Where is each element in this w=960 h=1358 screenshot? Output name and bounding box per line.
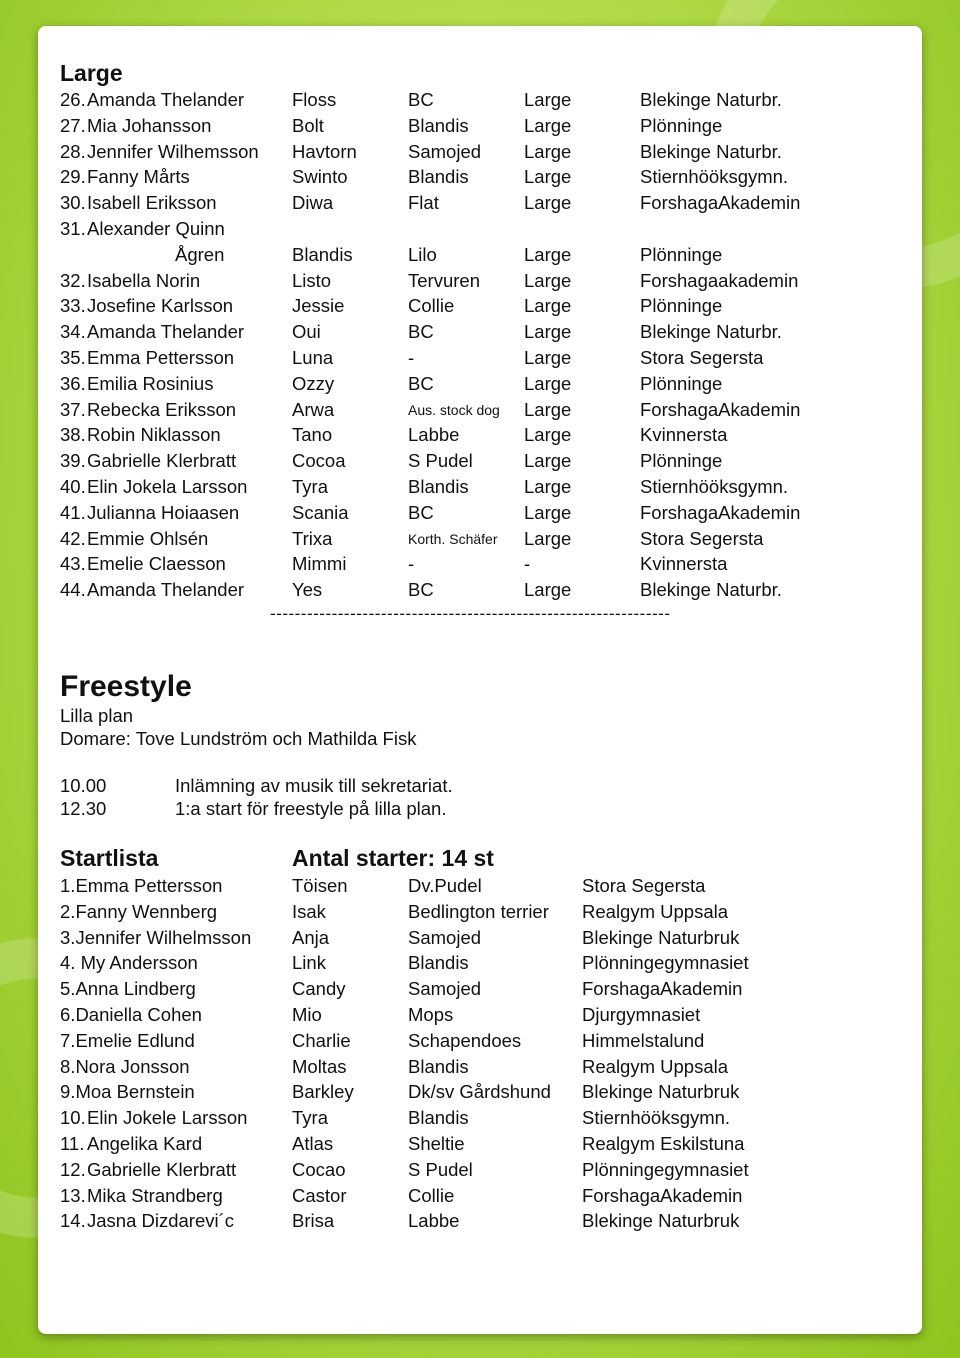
table-row: [60, 115, 900, 137]
school-name: Blekinge Naturbr.: [640, 321, 782, 343]
entry-number: 4.: [60, 952, 81, 974]
school-name: Himmelstalund: [582, 1029, 705, 1051]
dog-breed: Collie: [408, 295, 455, 317]
class-size: Large: [524, 398, 572, 420]
dog-name: Castor: [292, 1184, 347, 1206]
dog-name: Floss: [292, 89, 337, 110]
freestyle-plan: Lilla plan: [60, 705, 134, 726]
table-row: [60, 295, 900, 317]
dog-breed: Mops: [408, 1004, 454, 1025]
entrant-cell: [60, 1159, 236, 1181]
school-name: Blekinge Naturbruk: [582, 1210, 740, 1232]
table-row: [60, 901, 900, 923]
dog-name: Diwa: [292, 192, 334, 214]
dog-breed: Samojed: [408, 926, 482, 948]
entrant-name: Emmie Ohlsén: [87, 527, 209, 549]
schedule-time: 10.00: [60, 775, 107, 796]
school-name: Plönningegymnasiet: [582, 952, 749, 974]
table-row: [60, 141, 900, 163]
entrant-cell: [60, 875, 222, 897]
dog-breed: Blandis: [408, 476, 469, 497]
entry-number: 13.: [60, 1184, 86, 1206]
schedule-time: 12.30: [60, 798, 107, 819]
table-row: [60, 1159, 900, 1181]
entrant-cell: [60, 502, 239, 524]
schedule-text: 1:a start för freestyle på lilla plan.: [175, 798, 447, 819]
class-size: Large: [524, 140, 572, 162]
entrant-cell: [60, 1210, 234, 1232]
table-row: [60, 270, 900, 292]
entrant-name: Moa Bernstein: [75, 1081, 195, 1103]
entrant-cell: [60, 1185, 223, 1207]
school-name: Plönninge: [640, 114, 723, 136]
school-name: ForshagaAkademin: [582, 1184, 743, 1206]
dog-breed: Lilo: [408, 243, 437, 265]
dog-breed: S Pudel: [408, 450, 473, 472]
entrant-name: Isabella Norin: [87, 269, 201, 291]
dog-name: Yes: [292, 579, 323, 601]
school-name: Realgym Uppsala: [582, 1055, 729, 1077]
entry-number: 40.: [60, 476, 86, 497]
entrant-cell: [60, 579, 244, 601]
entry-number: 7.: [60, 1029, 76, 1051]
table-row: [60, 476, 900, 498]
table-row: [60, 579, 900, 601]
class-size: Large: [524, 347, 572, 368]
entrant-cell: [60, 1133, 202, 1155]
entrant-name: Elin Jokele Larsson: [87, 1107, 248, 1129]
entrant-cell: [60, 115, 211, 137]
entry-number: 32.: [60, 269, 86, 291]
class-size: Large: [524, 192, 572, 214]
dog-breed: Dv.Pudel: [408, 875, 482, 896]
table-row: [60, 347, 900, 369]
table-row: [60, 1081, 900, 1103]
dog-breed: Collie: [408, 1184, 455, 1206]
table-row: [60, 218, 900, 240]
class-size: Large: [524, 295, 572, 317]
dog-name: Bolt: [292, 114, 324, 136]
school-name: Plönninge: [640, 295, 723, 317]
entry-number: 28.: [60, 140, 86, 162]
entrant-name: Anna Lindberg: [75, 978, 196, 1000]
dog-breed: Flat: [408, 192, 439, 214]
entry-number: 2.: [60, 900, 76, 922]
school-name: Blekinge Naturbr.: [640, 140, 782, 162]
entry-number: 8.: [60, 1055, 76, 1077]
dog-breed: Sheltie: [408, 1133, 465, 1154]
dog-name: Link: [292, 952, 326, 974]
school-name: ForshagaAkademin: [640, 398, 801, 420]
dog-name: Havtorn: [292, 140, 357, 162]
entrant-name: Mia Johansson: [87, 114, 212, 136]
school-name: Djurgymnasiet: [582, 1004, 701, 1025]
freestyle-title: Freestyle: [60, 670, 192, 703]
entrant-cell: [60, 978, 196, 1000]
entrant-cell: [60, 347, 234, 369]
entry-number: 14.: [60, 1210, 86, 1232]
dog-breed: -: [408, 553, 415, 575]
dog-name: Atlas: [292, 1133, 334, 1154]
school-name: ForshagaAkademin: [582, 978, 743, 1000]
entrant-cell: [60, 927, 251, 949]
dog-name: Listo: [292, 269, 332, 291]
dog-name: Jessie: [292, 295, 345, 317]
entrant-cell: [60, 1056, 190, 1078]
entrant-name: Emilia Rosinius: [87, 372, 214, 394]
school-name: Blekinge Naturbruk: [582, 1081, 740, 1103]
entrant-name: Jennifer Wilhelmsson: [75, 926, 252, 948]
dog-name: Anja: [292, 926, 330, 948]
entrant-cell: [60, 373, 213, 395]
large-title: Large: [60, 60, 123, 86]
entrant-name: Fanny Wennberg: [75, 900, 218, 922]
schedule-row: [60, 775, 660, 797]
entrant-name: Robin Niklasson: [87, 424, 221, 446]
entrant-cell: [60, 295, 233, 317]
class-size: Large: [524, 166, 572, 188]
school-name: Plönninge: [640, 450, 723, 472]
entrant-name: Josefine Karlsson: [87, 295, 234, 317]
dog-name: Charlie: [292, 1029, 351, 1051]
entrant-cell: [60, 192, 217, 214]
entrant-name: Gabrielle Klerbratt: [87, 450, 237, 472]
table-row: [60, 89, 900, 111]
entry-number: 44.: [60, 579, 86, 601]
entrant-name: Nora Jonsson: [75, 1055, 190, 1077]
school-name: Realgym Uppsala: [582, 900, 729, 922]
entry-number: 10.: [60, 1107, 86, 1129]
table-row: [60, 373, 900, 395]
entry-number: 39.: [60, 450, 86, 472]
entry-number: 42.: [60, 527, 86, 549]
dog-breed: Tervuren: [408, 269, 480, 291]
class-size: Large: [524, 424, 572, 446]
table-row: [60, 192, 900, 214]
table-row: [60, 166, 900, 188]
entrant-cell: [60, 424, 221, 446]
entry-number: 12.: [60, 1158, 86, 1180]
dog-breed: -: [408, 347, 415, 368]
class-size: Large: [524, 501, 572, 523]
table-row: [60, 1030, 900, 1052]
school-name: ForshagaAkademin: [640, 501, 801, 523]
entry-number: 30.: [60, 192, 86, 214]
dog-name: Cocao: [292, 1158, 346, 1180]
section-divider: -----------------------------------------------------------------: [270, 604, 671, 623]
entrant-cell: [60, 450, 236, 472]
entry-number: 43.: [60, 553, 86, 575]
dog-breed: BC: [408, 501, 434, 523]
table-row: [60, 1004, 900, 1026]
entry-number: 41.: [60, 501, 86, 523]
school-name: Kvinnersta: [640, 424, 728, 446]
dog-name: Swinto: [292, 166, 348, 188]
table-row: [60, 1056, 900, 1078]
entrant-cell: [60, 218, 225, 240]
entrant-cell: [60, 166, 190, 188]
dog-name: Oui: [292, 321, 321, 343]
dog-name: Barkley: [292, 1081, 354, 1103]
table-row: [60, 978, 900, 1000]
dog-breed: Labbe: [408, 424, 460, 446]
school-name: Stiernhööksgymn.: [640, 166, 789, 188]
table-row: [60, 927, 900, 949]
dog-name: Mimmi: [292, 553, 347, 575]
dog-name: Scania: [292, 501, 349, 523]
class-size: Large: [524, 321, 572, 343]
table-row: [60, 399, 900, 421]
school-name: Stora Segersta: [640, 347, 764, 368]
schedule-text: Inlämning av musik till sekretariat.: [175, 775, 453, 796]
dog-breed: BC: [408, 579, 434, 601]
entry-number: 11.: [60, 1133, 85, 1154]
entrant-name: Mika Strandberg: [87, 1184, 223, 1206]
dog-breed: Bedlington terrier: [408, 900, 549, 922]
document-page: [38, 26, 922, 1334]
dog-name: Isak: [292, 900, 326, 922]
table-row: [60, 1210, 900, 1232]
entrant-name: Amanda Thelander: [87, 321, 245, 343]
dog-breed: Labbe: [408, 1210, 460, 1232]
entry-number: 33.: [60, 295, 86, 317]
entrant-name: My Andersson: [80, 952, 198, 974]
dog-breed: Blandis: [408, 114, 469, 136]
entrant-cell: [60, 270, 200, 292]
class-size: Large: [524, 243, 572, 265]
class-size: Large: [524, 114, 572, 136]
dog-breed: Schapendoes: [408, 1029, 522, 1051]
dog-breed: BC: [408, 321, 434, 343]
table-row: [60, 875, 900, 897]
entrant-name: Amanda Thelander: [87, 579, 245, 601]
dog-breed: Blandis: [408, 166, 469, 188]
dog-breed: Samojed: [408, 978, 482, 1000]
table-row: [60, 321, 900, 343]
dog-name: Moltas: [292, 1055, 347, 1077]
entrant-name: Gabrielle Klerbratt: [87, 1158, 237, 1180]
entry-number: 27.: [60, 114, 86, 136]
dog-breed: BC: [408, 372, 434, 394]
dog-name: Mio: [292, 1004, 322, 1025]
entrant-name: Jennifer Wilhemsson: [87, 140, 259, 162]
dog-name: Töisen: [292, 875, 348, 896]
entrant-cell: [60, 901, 217, 923]
entry-number: 31.: [60, 218, 86, 239]
entrant-cell: [60, 553, 226, 575]
dog-name: Luna: [292, 347, 334, 368]
school-name: Blekinge Naturbr.: [640, 89, 782, 110]
entrant-cell: [60, 141, 259, 163]
entrant-name: Emma Pettersson: [75, 875, 223, 896]
dog-name: Tano: [292, 424, 333, 446]
entrant-cell: [60, 1030, 195, 1052]
school-name: Stora Segersta: [640, 527, 764, 549]
entrant-cell: [60, 1081, 195, 1103]
dog-name: Cocoa: [292, 450, 346, 472]
entrant-name: Angelika Kard: [87, 1133, 203, 1154]
dog-breed: Aus. stock dog: [408, 401, 500, 418]
table-row: [60, 244, 900, 266]
table-row: [60, 502, 900, 524]
school-name: Kvinnersta: [640, 553, 728, 575]
entrant-cell: [60, 1107, 247, 1129]
entrant-cell: [60, 1004, 202, 1026]
entrant-name: Jasna Dizdarevi´c: [87, 1210, 235, 1232]
entrant-name: Elin Jokela Larsson: [87, 476, 248, 497]
dog-name: Tyra: [292, 476, 328, 497]
entrant-name: Emma Pettersson: [87, 347, 235, 368]
dog-breed: Korth. Schäfer: [408, 530, 498, 547]
startlista-title: Startlista: [60, 845, 159, 871]
entry-number: 9.: [60, 1081, 76, 1103]
entry-number: 1.: [60, 875, 76, 896]
dog-name: Tyra: [292, 1107, 328, 1129]
entrant-cell: [60, 528, 208, 550]
table-row: [60, 528, 900, 550]
entrant-name: Isabell Eriksson: [87, 192, 217, 214]
class-size: -: [524, 553, 531, 575]
table-row: [60, 450, 900, 472]
entrant-cell: [60, 399, 236, 421]
entry-number: 38.: [60, 424, 86, 446]
entrant-cell: [60, 476, 247, 498]
starter-count: Antal starter: 14 st: [292, 845, 494, 871]
entry-number: 36.: [60, 372, 86, 394]
school-name: Plönningegymnasiet: [582, 1158, 749, 1180]
entry-number: 5.: [60, 978, 76, 1000]
class-size: Large: [524, 476, 572, 497]
entry-number: 35.: [60, 347, 86, 368]
table-row: [60, 1107, 900, 1129]
entrant-cell: [60, 89, 244, 111]
school-name: ForshagaAkademin: [640, 192, 801, 214]
school-name: Plönninge: [640, 372, 723, 394]
entrant-name: Emelie Claesson: [87, 553, 226, 575]
entrant-name: Alexander Quinn: [87, 218, 225, 239]
entry-number: 3.: [60, 926, 76, 948]
dog-breed: Samojed: [408, 140, 482, 162]
dog-name: Ozzy: [292, 372, 335, 394]
dog-breed: Blandis: [408, 1107, 469, 1129]
dog-name: Blandis: [292, 243, 353, 265]
class-size: Large: [524, 527, 572, 549]
dog-breed: S Pudel: [408, 1158, 473, 1180]
dog-name: Trixa: [292, 527, 333, 549]
entrant-cell: [60, 244, 224, 266]
dog-breed: Blandis: [408, 952, 469, 974]
school-name: Stiernhööksgymn.: [582, 1107, 731, 1129]
dog-name: Candy: [292, 978, 346, 1000]
school-name: Blekinge Naturbruk: [582, 926, 740, 948]
dog-name: Arwa: [292, 398, 335, 420]
class-size: Large: [524, 372, 572, 394]
entry-number: 6.: [60, 1004, 76, 1025]
entrant-name: Amanda Thelander: [87, 89, 245, 110]
entry-number: 34.: [60, 321, 86, 343]
class-size: Large: [524, 579, 572, 601]
freestyle-judges: Domare: Tove Lundström och Mathilda Fisk: [60, 728, 417, 749]
dog-name: Brisa: [292, 1210, 335, 1232]
entrant-name: Daniella Cohen: [75, 1004, 202, 1025]
entrant-cell: [60, 952, 198, 974]
table-row: [60, 1133, 900, 1155]
dog-breed: Blandis: [408, 1055, 469, 1077]
entrant-name: Rebecka Eriksson: [87, 398, 237, 420]
table-row: [60, 424, 900, 446]
entry-number: 29.: [60, 166, 86, 188]
entrant-name: Julianna Hoiaasen: [87, 501, 240, 523]
class-size: Large: [524, 450, 572, 472]
school-name: Blekinge Naturbr.: [640, 579, 782, 601]
entry-number: 26.: [60, 89, 86, 110]
dog-breed: Dk/sv Gårdshund: [408, 1081, 551, 1103]
school-name: Stiernhööksgymn.: [640, 476, 789, 497]
table-row: [60, 1185, 900, 1207]
class-size: Large: [524, 269, 572, 291]
schedule-row: [60, 798, 660, 820]
entrant-cell: [60, 321, 244, 343]
entrant-name: Emelie Edlund: [75, 1029, 195, 1051]
entry-number: 37.: [60, 398, 86, 420]
entrant-name: Ågren: [175, 243, 225, 265]
school-name: Plönninge: [640, 243, 723, 265]
table-row: [60, 553, 900, 575]
table-row: [60, 952, 900, 974]
school-name: Stora Segersta: [582, 875, 706, 896]
school-name: Forshagaakademin: [640, 269, 799, 291]
dog-breed: BC: [408, 89, 434, 110]
school-name: Realgym Eskilstuna: [582, 1133, 745, 1154]
entrant-name: Fanny Mårts: [87, 166, 190, 188]
class-size: Large: [524, 89, 572, 110]
